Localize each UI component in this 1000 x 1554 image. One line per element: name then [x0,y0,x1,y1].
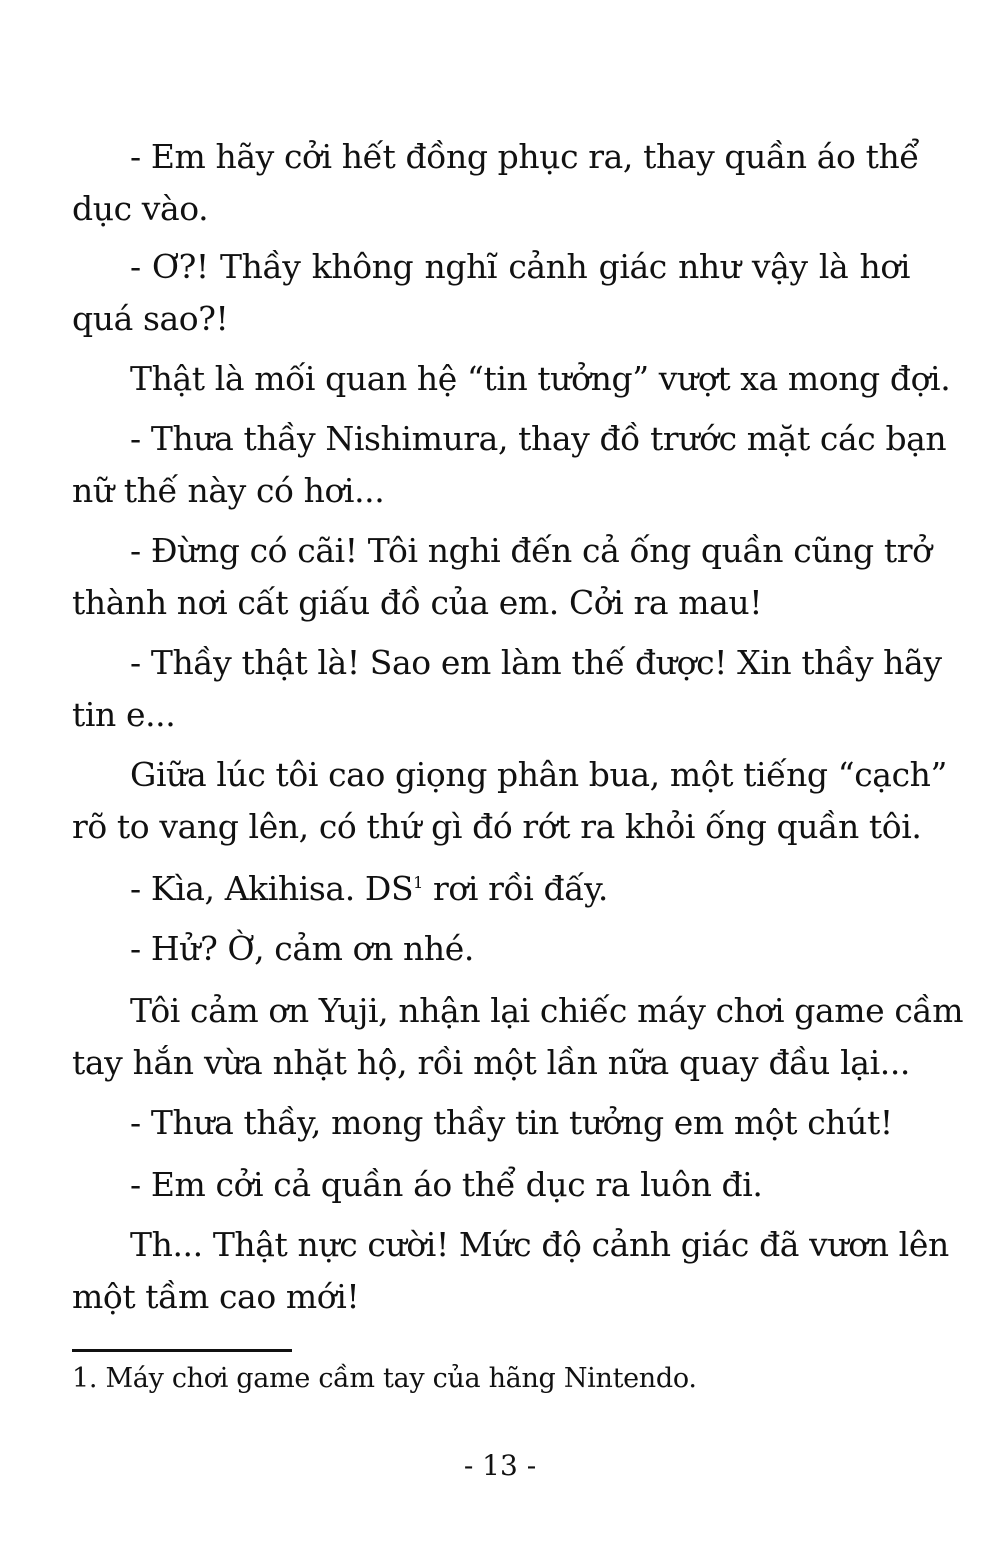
text-line: một tầm cao mới! [72,1277,360,1316]
page-number: - 13 - [463,1449,537,1482]
text-line: Thật là mối quan hệ “tin tưởng” vượt xa mong đợi. [130,359,951,398]
text-line: Th... Thật nực cười! Mức độ cảnh giác đã vươn lên [130,1225,949,1264]
text-line: - Em cởi cả quần áo thể dục ra luôn đi. [130,1165,763,1204]
text-line: - Đừng có cãi! Tôi nghi đến cả ống quần cũng trở [130,531,932,570]
text-line: dục vào. [72,189,209,228]
text-line: - Thưa thầy Nishimura, thay đồ trước mặt các bạn [130,419,947,458]
text-line: tay hắn vừa nhặt hộ, rồi một lần nữa quay đầu lại... [72,1043,910,1082]
text-line: nữ thế này có hơi... [72,471,385,510]
text-line: - Thưa thầy, mong thầy tin tưởng em một chút! [130,1103,893,1142]
text-line: Tôi cảm ơn Yuji, nhận lại chiếc máy chơi game cầm [130,991,964,1030]
text-line: thành nơi cất giấu đồ của em. Cởi ra mau! [72,583,763,622]
text-line: - Thầy thật là! Sao em làm thế được! Xin thầy hãy [130,643,942,682]
text-line: - Hử? Ờ, cảm ơn nhé. [130,929,474,968]
text-line: - Ơ?! Thầy không nghĩ cảnh giác như vậy là hơi [130,247,910,286]
text-segment: - Kìa, Akihisa. DS [130,869,414,908]
text-line: - Em hãy cởi hết đồng phục ra, thay quần áo thể [130,137,920,176]
text-line: quá sao?! [72,299,229,338]
text-line: Giữa lúc tôi cao giọng phân bua, một tiếng “cạch” [130,755,947,794]
text-segment: rơi rồi đấy. [433,869,609,908]
text-line: rõ to vang lên, có thứ gì đó rớt ra khỏi ống quần tôi. [72,807,922,846]
text-line: tin e... [72,695,176,734]
footnote: 1. Máy chơi game cầm tay của hãng Nintendo. [72,1363,697,1394]
text-line [130,869,910,908]
footnote-divider [72,1349,292,1352]
footnote-ref[interactable]: 1 [413,873,423,892]
